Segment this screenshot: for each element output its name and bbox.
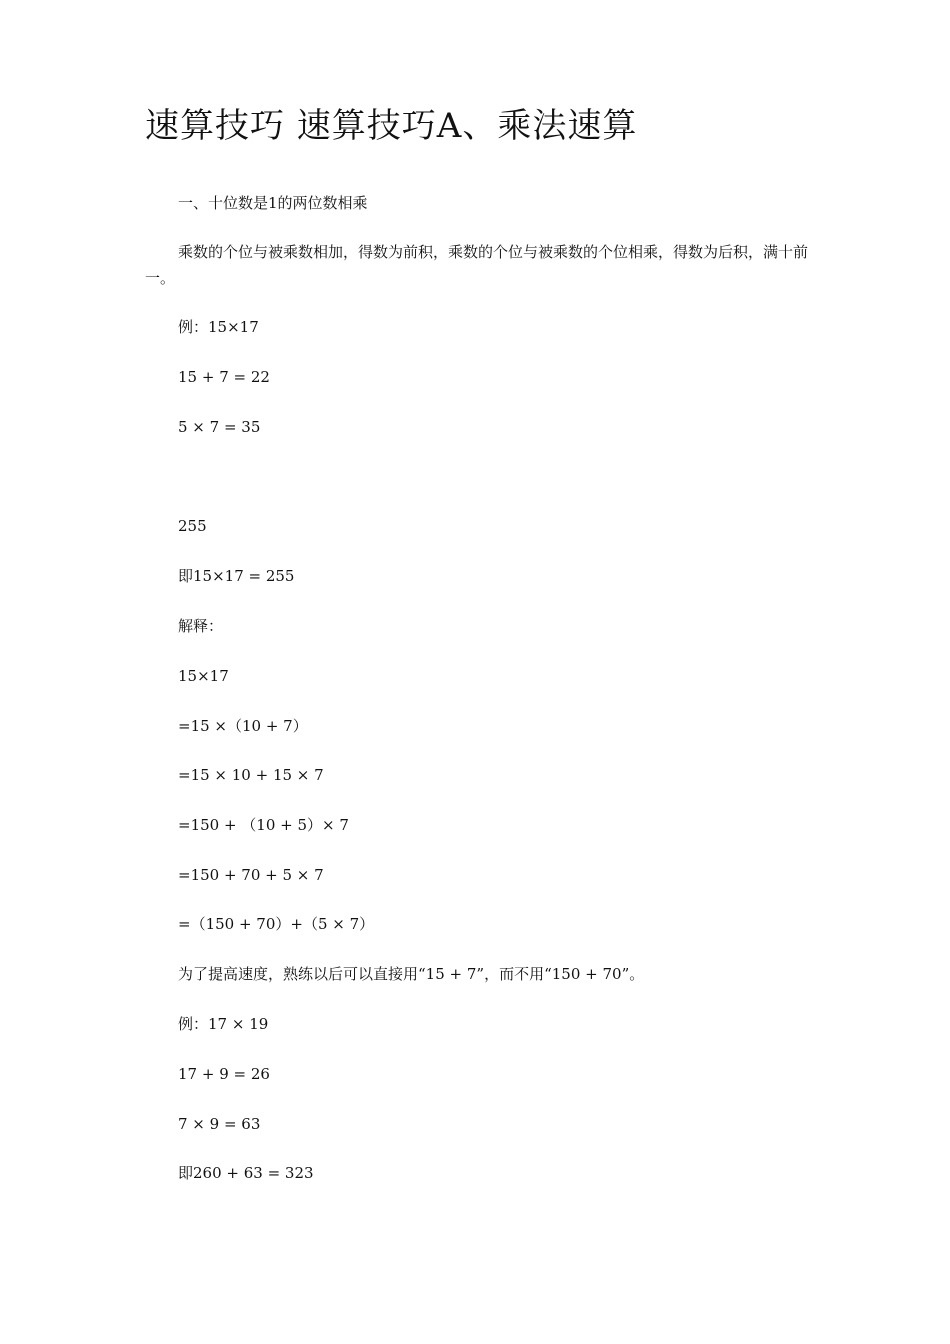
explanation-line-2: =15 ×（10 + 7）: [178, 717, 308, 735]
example-2-step-2: 7 × 9 = 63: [178, 1115, 261, 1133]
explanation-line-4: =150 + （10 + 5）× 7: [178, 816, 349, 834]
section-heading: 一、十位数是1的两位数相乘: [178, 194, 368, 212]
example-2-label: 例：17 × 19: [178, 1015, 269, 1033]
document-title: 速算技巧 速算技巧A、乘法速算: [145, 106, 638, 146]
explanation-label: 解释：: [178, 617, 224, 635]
speed-tip: 为了提高速度，熟练以后可以直接用“15 + 7”，而不用“150 + 70”。: [178, 965, 645, 983]
example-1-sum: 255: [178, 517, 207, 535]
explanation-line-5: =150 + 70 + 5 × 7: [178, 866, 324, 884]
example-2-step-1: 17 + 9 = 26: [178, 1065, 270, 1083]
rule-paragraph: 乘数的个位与被乘数相加，得数为前积，乘数的个位与被乘数的个位相乘，得数为后积，满十前一。: [145, 243, 809, 287]
example-1-step-2: 5 × 7 = 35: [178, 418, 261, 436]
example-2-result: 即260 + 63 = 323: [178, 1164, 314, 1182]
example-1-step-1: 15 + 7 = 22: [178, 368, 270, 386]
explanation-line-3: =15 × 10 + 15 × 7: [178, 766, 324, 784]
explanation-line-1: 15×17: [178, 667, 229, 685]
example-1-result: 即15×17 = 255: [178, 567, 295, 585]
explanation-line-6: =（150 + 70）+（5 × 7）: [178, 915, 375, 933]
example-1-label: 例：15×17: [178, 318, 259, 336]
